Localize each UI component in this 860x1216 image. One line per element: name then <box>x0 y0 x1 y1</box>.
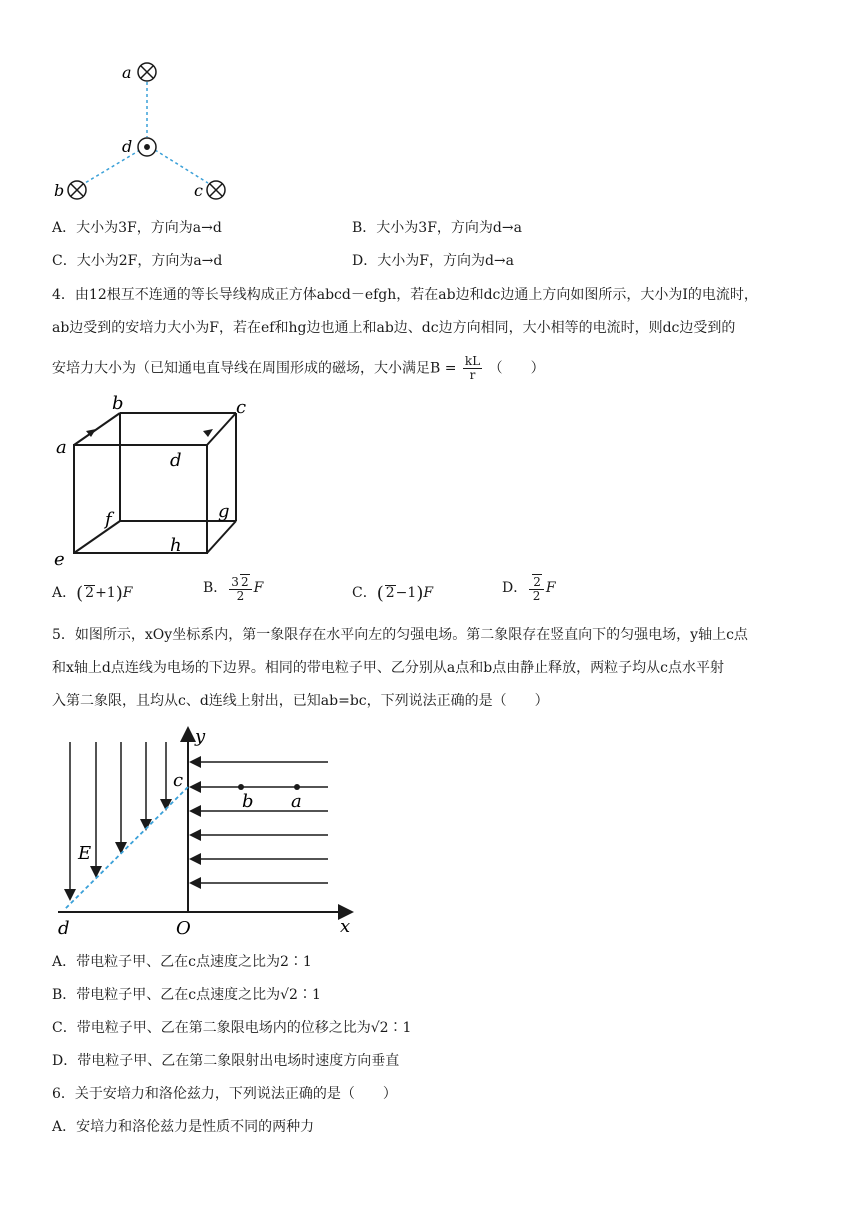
figure-wires <box>50 55 250 205</box>
point-label-b: b <box>242 791 254 812</box>
field-label-E: E <box>78 843 92 864</box>
point-label-c: c <box>173 770 184 791</box>
q6-option-a[interactable]: A．安培力和洛伦兹力是性质不同的两种力 <box>52 1119 315 1135</box>
point-b <box>238 784 244 790</box>
q4-option-b[interactable]: B． $\frac{3 2}{2}$ F <box>203 575 264 603</box>
cube-label-a: a <box>56 437 67 458</box>
cube-label-f: f <box>105 509 112 530</box>
q4-option-a[interactable]: A．( 2+1)F <box>52 583 133 604</box>
q3-option-b[interactable]: B．大小为3F，方向为d→a <box>352 220 522 236</box>
wire-d-dot-icon <box>138 138 156 156</box>
cube-label-e: e <box>54 549 65 570</box>
axis-label-x: x <box>340 916 351 937</box>
q3-option-c[interactable]: C．大小为2F，方向为a→d <box>52 253 223 269</box>
q5-stem-line1: 5．如图所示，xOy坐标系内，第一象限存在水平向左的匀强电场。第二象限存在竖直向下的匀强电场，y轴上c点 <box>52 627 748 643</box>
current-arrow-icons <box>86 429 213 437</box>
q4-stem-line2: ab边受到的安培力大小为F，若在ef和hg边也通上和ab边、dc边方向相同，大小相等的电流时，则dc边受到的 <box>52 320 736 336</box>
q4-option-c[interactable]: C．( 2−1)F <box>352 583 434 604</box>
wire-b-cross-icon <box>68 181 86 199</box>
q5-stem-line2: 和x轴上d点连线为电场的下边界。相同的带电粒子甲、乙分别从a点和b点由静止释放，两粒子均从c点水平射 <box>52 660 725 676</box>
q6-stem: 6．关于安培力和洛伦兹力，下列说法正确的是（ ） <box>52 1086 397 1102</box>
origin-label: O <box>176 918 191 939</box>
point-a <box>294 784 300 790</box>
fig1-label-b: b <box>54 181 65 200</box>
axis-label-y: y <box>195 726 206 747</box>
q3-option-a[interactable]: A．大小为3F，方向为a→d <box>52 220 222 236</box>
cube-label-d: d <box>170 450 182 471</box>
cube-label-c: c <box>236 397 247 418</box>
cube-label-g: g <box>218 501 230 522</box>
fig1-label-a: a <box>122 63 132 82</box>
cube-label-b: b <box>112 393 124 414</box>
point-label-a: a <box>291 791 302 812</box>
cube-label-h: h <box>170 535 182 556</box>
q5-stem-line3: 入第二象限，且均从c、d连线上射出，已知ab=bc，下列说法正确的是（ ） <box>52 693 549 709</box>
point-label-d: d <box>58 918 70 939</box>
q5-option-c[interactable]: C．带电粒子甲、乙在第二象限电场内的位移之比为√2∶1 <box>52 1020 412 1036</box>
q4-stem-line3: 安培力大小为（已知通电直导线在周围形成的磁场，大小满足B = $\frac{kL}{r}$ （ ） <box>52 354 545 382</box>
fig1-label-d: d <box>122 137 133 156</box>
q4-stem-line1: 4．由12根互不连通的等长导线构成正方体abcd－efgh，若在ab边和dc边通上方向如图所示，大小为I的电流时， <box>52 287 758 303</box>
q5-option-a[interactable]: A．带电粒子甲、乙在c点速度之比为2∶1 <box>52 954 312 970</box>
q4-formula-fraction: $\frac{kL}{r}$ <box>464 354 481 382</box>
figure-electric-field <box>50 720 360 940</box>
q5-option-b[interactable]: B．带电粒子甲、乙在c点速度之比为√2∶1 <box>52 987 321 1003</box>
q3-option-d[interactable]: D．大小为F，方向为d→a <box>352 253 514 269</box>
wire-a-cross-icon <box>138 63 156 81</box>
figure-cube <box>50 393 265 571</box>
fig1-label-c: c <box>194 181 203 200</box>
q4-option-d[interactable]: D． $\frac{2}{2}$ F <box>502 575 556 603</box>
q5-option-d[interactable]: D．带电粒子甲、乙在第二象限射出电场时速度方向垂直 <box>52 1053 400 1069</box>
wire-c-cross-icon <box>207 181 225 199</box>
